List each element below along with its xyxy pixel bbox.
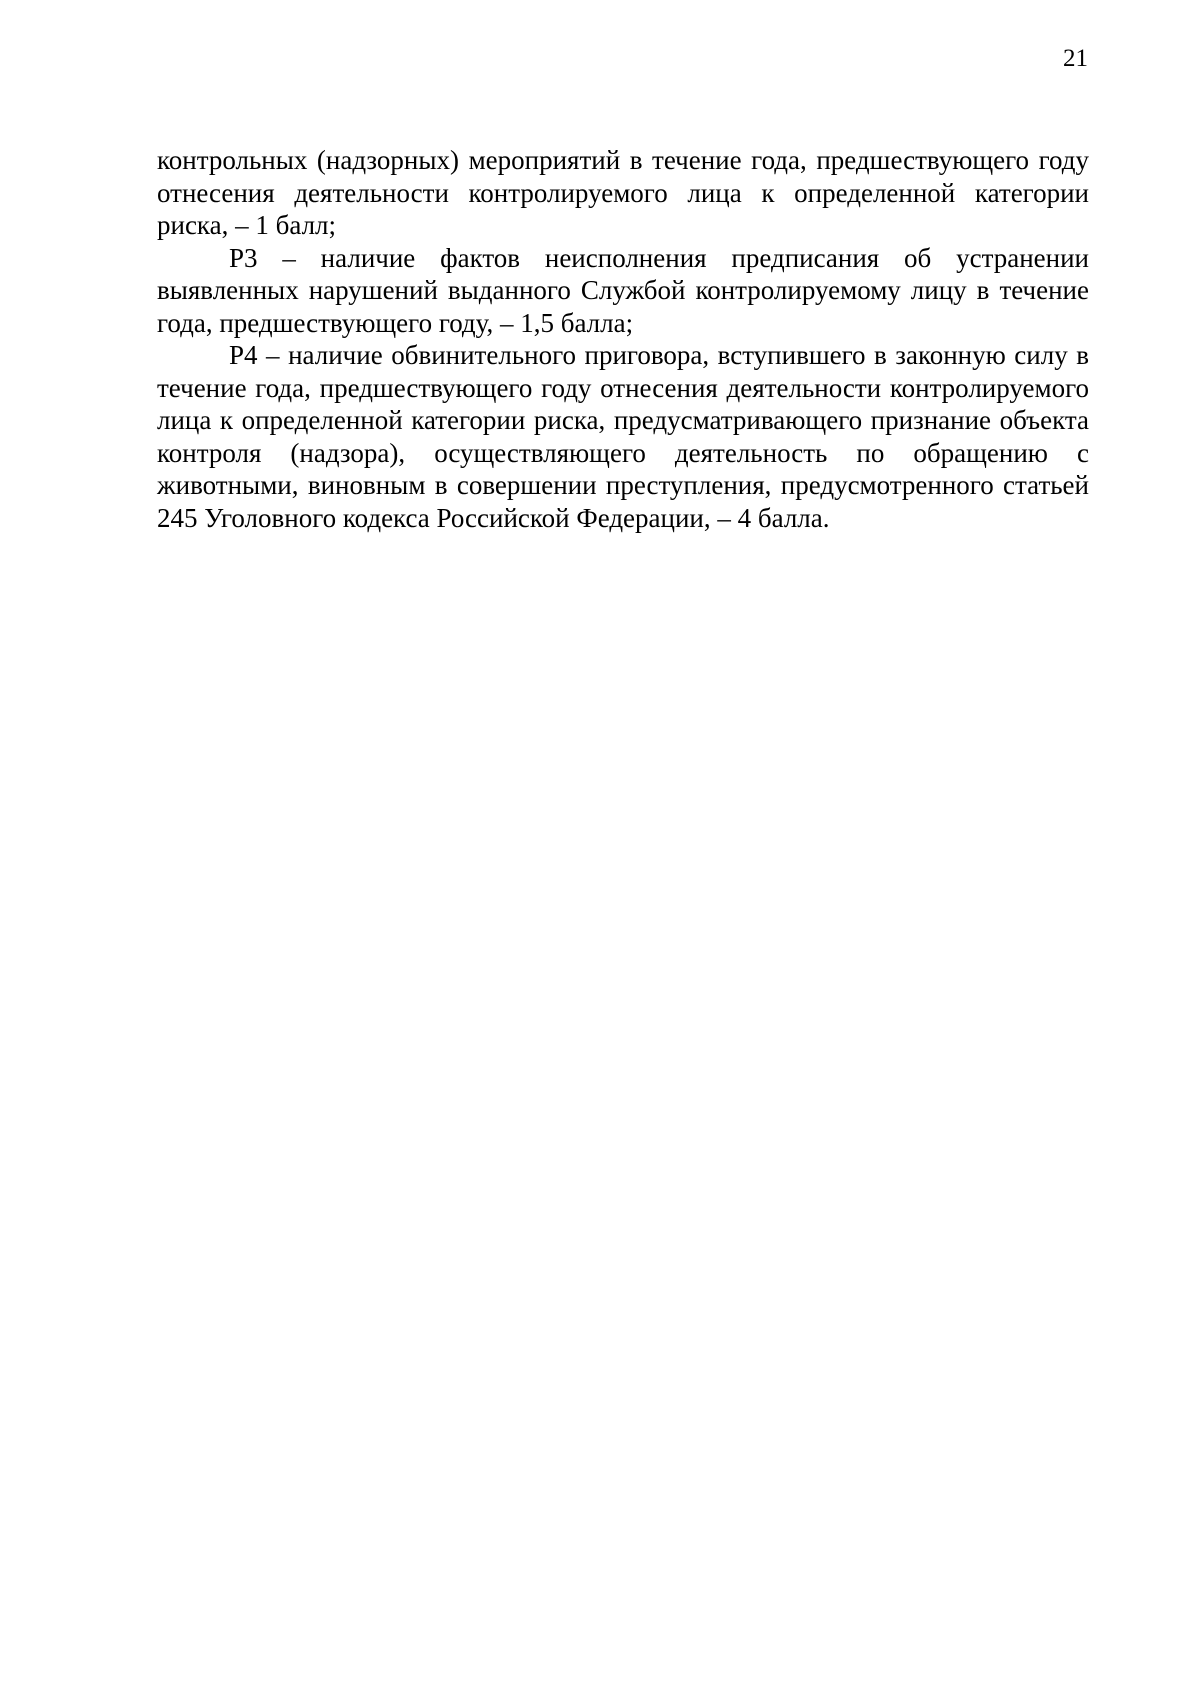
paragraph-p3: Р3 – наличие фактов неисполнения предписания об устранении выявленных нарушений выданного Службой контролируемому лицу в течение года, предшествующего году, – 1,5 балла; bbox=[157, 242, 1089, 338]
paragraph-continuation: контрольных (надзорных) мероприятий в течение года, предшествующего году отнесения деятельности контролируемого лица к определенной категории риска, – 1 балл; bbox=[157, 145, 1089, 240]
page-number: 21 bbox=[1063, 45, 1088, 72]
document-body bbox=[157, 144, 1089, 534]
paragraph-p4: Р4 – наличие обвинительного приговора, вступившего в законную силу в течение года, предшествующего году отнесения деятельности контролируемого лица к определенной категории риска, предусматривающего признание объекта контроля (надзора), осуществляющего деятельность по обращению с животными, виновным в совершении преступления, предусмотренного статьей 245 Уголовного кодекса Российской Федерации, – 4 балла. bbox=[157, 340, 1089, 533]
